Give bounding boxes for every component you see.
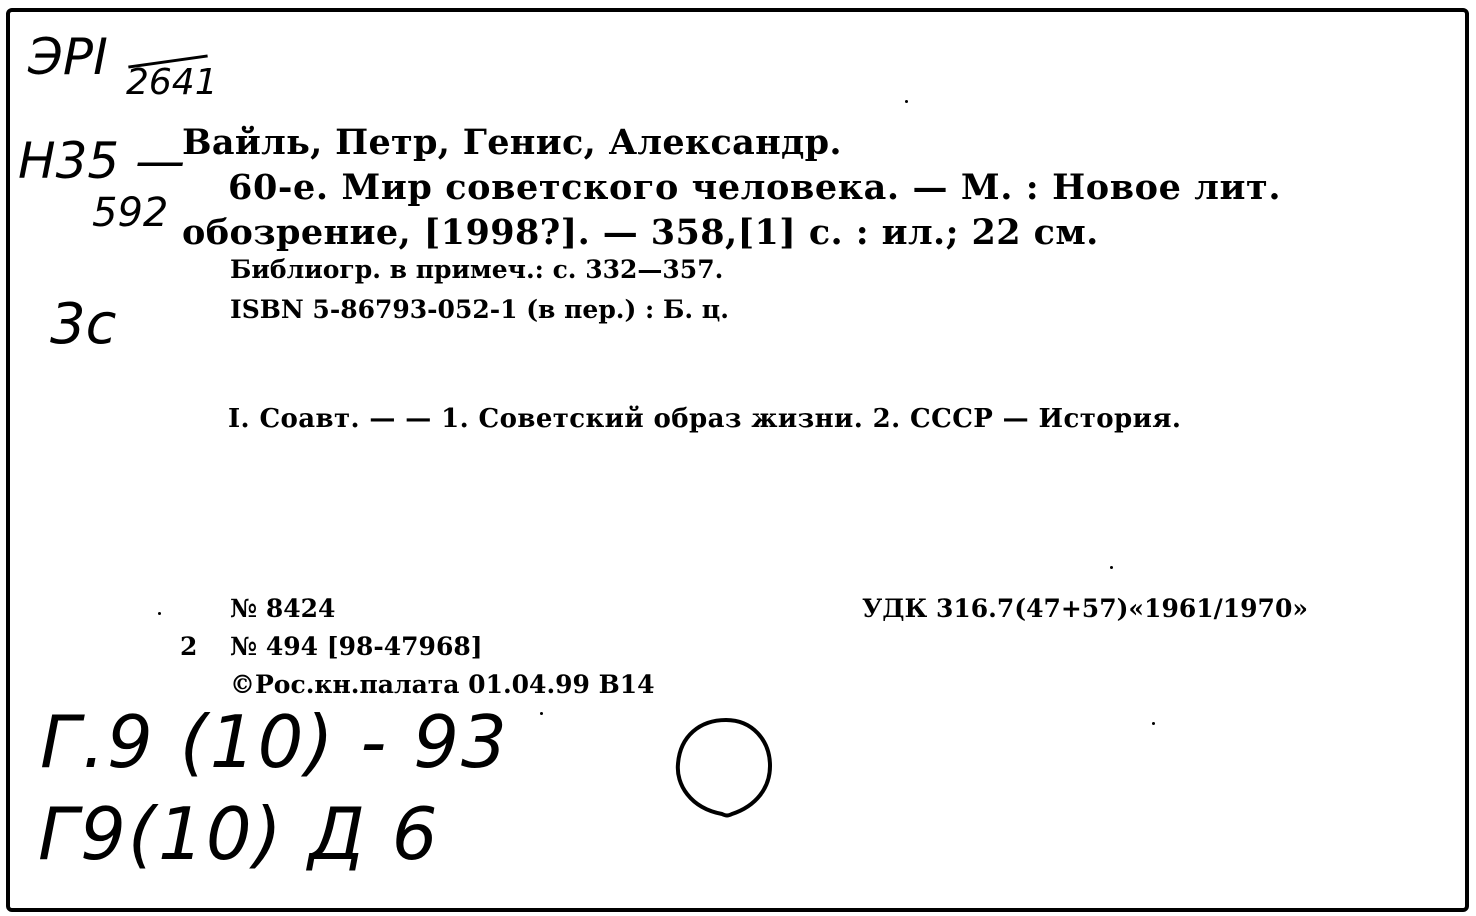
speck [540,712,543,715]
card-record-number: № 8424 [230,594,336,623]
location-mark-handwritten: 3с [50,292,117,357]
bbk-index-handwritten-1: Г.9 (10) - 93 [40,700,509,784]
speck [905,100,908,103]
author-mark-handwritten: Н35 — [18,132,186,190]
card-udk-classification: УДК 316.7(47+57)«1961/1970» [862,594,1308,623]
card-copies-count: 2 [180,632,198,661]
card-isbn: ISBN 5-86793-052-1 (в пер.) : Б. ц. [230,295,729,324]
shelf-number-handwritten: 2641 [126,62,218,103]
card-book-chamber-imprint: ©Рос.кн.палата 01.04.99 В14 [230,670,655,699]
card-record-number-2: № 494 [98-47968] [230,632,483,661]
card-title-line-2: обозрение, [1998?]. — 358,[1] с. : ил.; 22 см. [182,212,1099,253]
card-hole-ring [670,712,780,824]
card-bibliography-note: Библиогр. в примеч.: с. 332—357. [230,255,724,284]
card-heading-authors: Вайль, Петр, Генис, Александр. [182,122,842,163]
speck [1110,566,1113,569]
author-mark-number-handwritten: 592 [92,190,169,236]
shelf-code-handwritten: ЭРІ [28,28,108,86]
speck [158,612,161,615]
card-subject-tracing: I. Соавт. — — 1. Советский образ жизни. 2. СССР — История. [228,404,1182,434]
card-title-line-1: 60-е. Мир советского человека. — М. : Новое лит. [228,167,1282,208]
bbk-index-handwritten-2: Г9(10) Д 6 [38,792,440,876]
speck [1152,722,1155,725]
